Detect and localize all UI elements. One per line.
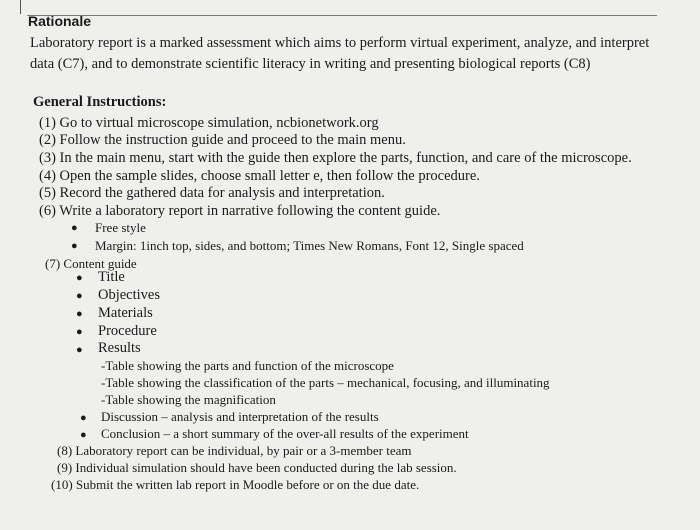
instruction-item: (5) Record the gathered data for analysis and interpretation. — [39, 185, 385, 201]
bullet-icon: ● — [71, 222, 78, 234]
content-bullet: Objectives — [98, 287, 161, 303]
results-subline: -Table showing the classification of the parts – mechanical, focusing, and illuminating — [101, 375, 550, 390]
instruction-item: (9) Individual simulation should have been conducted during the lab session. — [57, 460, 457, 475]
bullet-icon: ● — [71, 240, 78, 252]
content-bullet: Procedure — [98, 323, 157, 339]
style-bullet: Margin: 1inch top, sides, and bottom; Times New Romans, Font 12, Single spaced — [95, 238, 524, 253]
instruction-item: (3) In the main menu, start with the guide then explore the parts, function, and care of the microscope. — [39, 150, 632, 166]
results-subline: -Table showing the magnification — [101, 392, 276, 407]
bullet-icon: ● — [80, 429, 87, 441]
rationale-line-1: Laboratory report is a marked assessment which aims to perform virtual experiment, analyze, and interpret — [30, 35, 650, 51]
top-rule — [27, 15, 657, 16]
results-subline: -Table showing the parts and function of the microscope — [101, 358, 394, 373]
bullet-icon: ● — [76, 272, 83, 284]
content-bullet: Results — [98, 340, 141, 356]
instruction-item: (2) Follow the instruction guide and proceed to the main menu. — [39, 132, 406, 148]
content-bullet: Title — [98, 269, 125, 285]
instruction-item: (4) Open the sample slides, choose small letter e, then follow the procedure. — [39, 168, 480, 184]
bullet-icon: ● — [80, 412, 87, 424]
bullet-icon: ● — [76, 326, 83, 338]
instruction-item: (8) Laboratory report can be individual, by pair or a 3-member team — [57, 443, 412, 458]
instruction-item: (6) Write a laboratory report in narrative following the content guide. — [39, 203, 441, 219]
content-guide-label: (7) Content guide — [45, 256, 137, 271]
instruction-item: (1) Go to virtual microscope simulation, ncbionetwork.org — [39, 115, 379, 131]
rationale-heading: Rationale — [28, 13, 92, 29]
bullet-icon: ● — [76, 344, 83, 356]
bullet-icon: ● — [76, 290, 83, 302]
rationale-line-2: data (C7), and to demonstrate scientific literacy in writing and presenting biological reports (C8) — [30, 56, 591, 72]
content-bullet: Materials — [98, 305, 153, 321]
bullet-icon: ● — [76, 308, 83, 320]
closing-bullet: Discussion – analysis and interpretation of the results — [101, 409, 379, 424]
closing-bullet: Conclusion – a short summary of the over-all results of the experiment — [101, 426, 469, 441]
instruction-item: (10) Submit the written lab report in Moodle before or on the due date. — [51, 477, 420, 492]
general-instructions-heading: General Instructions: — [33, 94, 167, 110]
margin-mark — [20, 0, 21, 14]
style-bullet: Free style — [95, 220, 146, 235]
